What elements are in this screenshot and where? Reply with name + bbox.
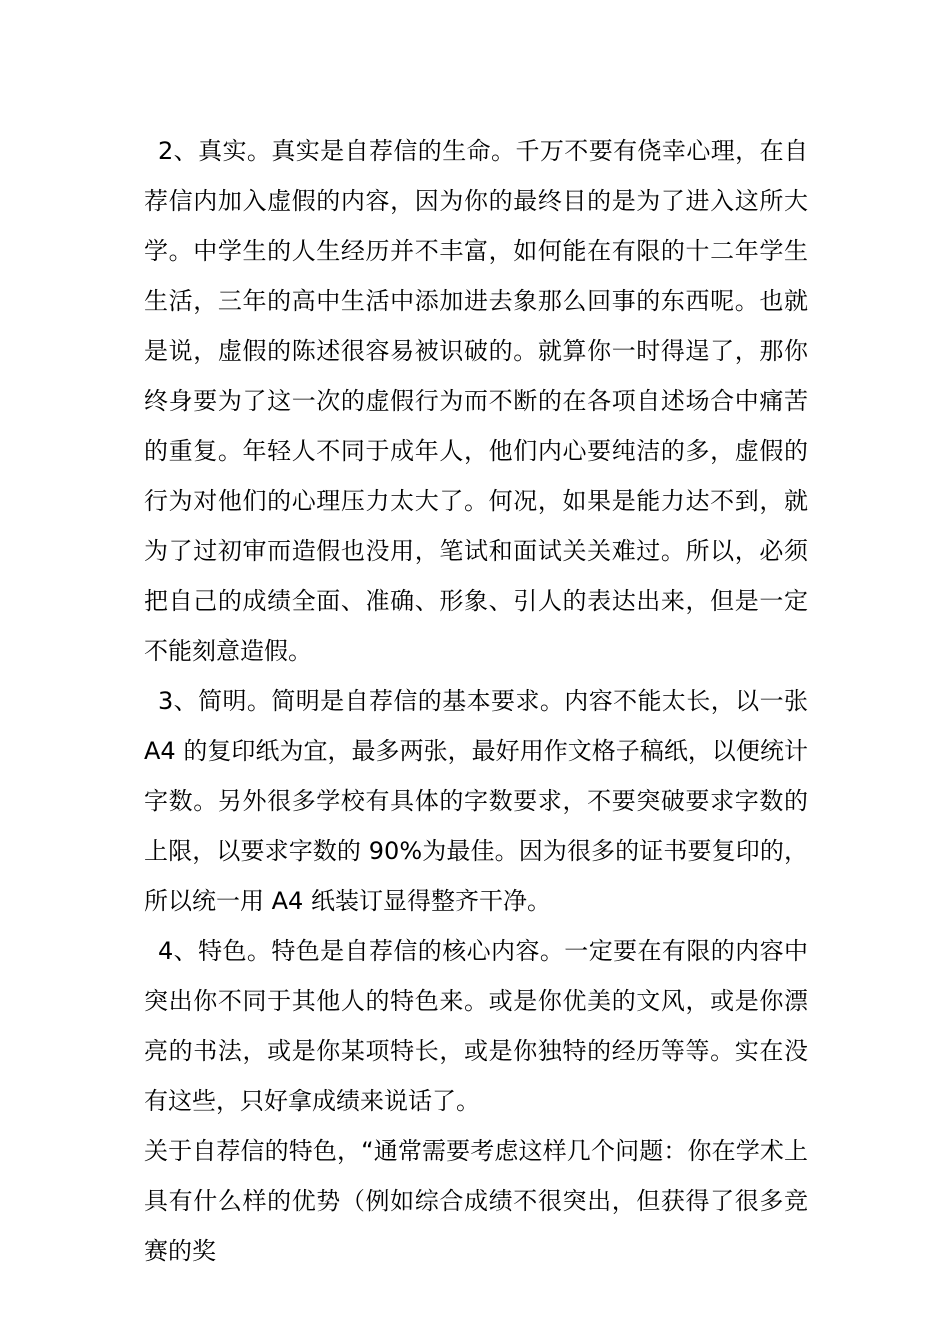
paragraph-conciseness: 3、简明。简明是自荐信的基本要求。内容不能太长，以一张 A4 的复印纸为宜，最多两张，最好用作文格子稿纸，以便统计字数。另外很多学校有具体的字数要求，不要突破要求字数的上限，以要求字数的 90%为最佳。因为很多的证书要复印的，所以统一用 A4 纸装订显得整齐干净。 [144, 687, 808, 915]
paragraph-distinctiveness: 4、特色。特色是自荐信的核心内容。一定要在有限的内容中突出你不同于其他人的特色来。或是你优美的文风，或是你漂亮的书法，或是你某项特长，或是你独特的经历等等。实在没有这些，只好拿成绩来说话了。 [144, 937, 808, 1115]
document-body [144, 126, 808, 1276]
paragraph-authenticity: 2、真实。真实是自荐信的生命。千万不要有侥幸心理，在自荐信内加入虚假的内容，因为你的最终目的是为了进入这所大学。中学生的人生经历并不丰富，如何能在有限的十二年学生生活，三年的高中生活中添加进去象那么回事的东西呢。也就是说，虚假的陈述很容易被识破的。就算你一时得逞了，那你终身要为了这一次的虚假行为而不断的在各项自述场合中痛苦的重复。年轻人不同于成年人，他们内心要纯洁的多，虚假的行为对他们的心理压力太大了。何况，如果是能力达不到，就为了过初审而造假也没用，笔试和面试关关难过。所以，必须把自己的成绩全面、准确、形象、引人的表达出来，但是一定不能刻意造假。 [144, 137, 808, 665]
paragraph-features-intro: 关于自荐信的特色，“通常需要考虑这样几个问题：你在学术上具有什么样的优势（例如综合成绩不很突出，但获得了很多竞赛的奖 [144, 1137, 808, 1265]
